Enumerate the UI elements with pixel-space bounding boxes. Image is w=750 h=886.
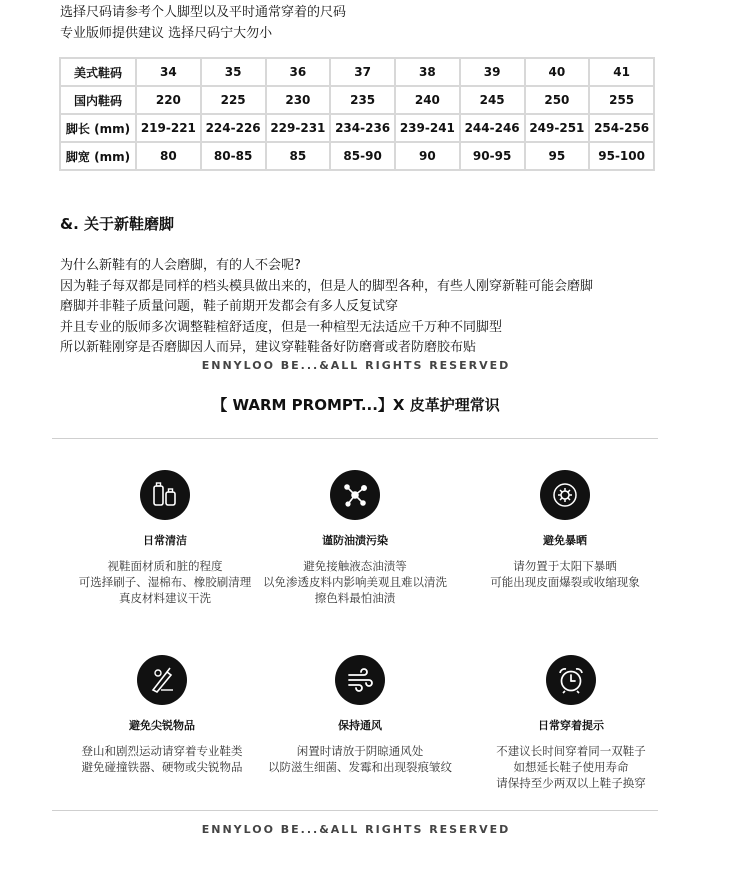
paragraph-line: 并且专业的版师多次调整鞋楦舒适度，但是一种楦型无法适应千万种不同脚型 — [60, 319, 503, 335]
table-cell: 245 — [460, 86, 525, 114]
care-desc-line: 可选择刷子、湿棉布、橡胶刷清理 — [78, 575, 252, 589]
care-desc-line: 避免碰撞铁器、硬物或尖锐物品 — [81, 760, 243, 774]
rights-reserved-text: ENNYLOO BE...&ALL RIGHTS RESERVED — [201, 823, 511, 836]
alarm-clock-icon — [546, 655, 596, 705]
table-cell: 235 — [330, 86, 395, 114]
care-item-wearing — [456, 655, 686, 791]
sun-icon — [540, 470, 590, 520]
table-cell: 90 — [395, 142, 460, 170]
table-cell: 38 — [395, 58, 460, 86]
care-description — [47, 743, 277, 775]
row-header: 国内鞋码 — [60, 86, 136, 114]
care-desc-line: 登山和剧烈运动请穿着专业鞋类 — [81, 744, 243, 758]
care-desc-line: 以免渗透皮料内影响美观且难以清洗 — [263, 575, 447, 589]
intro-line: 专业版师提供建议 选择尺码宁大勿小 — [60, 26, 273, 41]
paragraph-line: 磨脚并非鞋子质量问题，鞋子前期开发都会有多人反复试穿 — [60, 299, 399, 314]
care-item-ventilation — [245, 655, 475, 775]
care-desc-line: 视鞋面材质和脏的程度 — [107, 559, 223, 573]
paragraph-line: 因为鞋子每双都是同样的档头模具做出来的，但是人的脚型各种，有些人刚穿新鞋可能会磨脚 — [60, 278, 594, 294]
table-cell: 37 — [330, 58, 395, 86]
table-cell: 225 — [201, 86, 266, 114]
molecule-icon — [330, 470, 380, 520]
table-row — [60, 86, 654, 114]
divider — [52, 438, 658, 439]
table-row — [60, 58, 654, 86]
care-description — [245, 743, 475, 775]
care-title: 日常穿着提示 — [538, 719, 604, 732]
section-title: &. 关于新鞋磨脚 — [60, 215, 175, 233]
care-desc-line: 可能出现皮面爆裂或收缩现象 — [490, 575, 640, 589]
table-cell: 224-226 — [201, 114, 266, 142]
care-title: 避免尖锐物品 — [129, 719, 195, 732]
intro-line: 选择尺码请参考个人脚型以及平时通常穿着的尺码 — [60, 5, 347, 20]
care-desc-line: 不建议长时间穿着同一双鞋子 — [496, 744, 646, 758]
row-header: 美式鞋码 — [60, 58, 136, 86]
table-cell: 95-100 — [589, 142, 654, 170]
care-desc-line: 如想延长鞋子使用寿命 — [513, 760, 629, 774]
table-cell: 90-95 — [460, 142, 525, 170]
care-desc-line: 请保持至少两双以上鞋子换穿 — [496, 776, 646, 790]
table-cell: 85-90 — [330, 142, 395, 170]
table-row — [60, 142, 654, 170]
divider — [52, 810, 658, 811]
table-cell: 219-221 — [136, 114, 201, 142]
care-description — [450, 558, 680, 590]
size-table — [59, 57, 655, 171]
table-cell: 41 — [589, 58, 654, 86]
table-cell: 234-236 — [330, 114, 395, 142]
explanation-paragraph — [60, 256, 593, 359]
care-desc-line: 以防滋生细菌、发霉和出现裂痕皱纹 — [268, 760, 452, 774]
table-cell: 230 — [266, 86, 331, 114]
table-cell: 35 — [201, 58, 266, 86]
table-cell: 220 — [136, 86, 201, 114]
table-cell: 39 — [460, 58, 525, 86]
care-desc-line: 请勿置于太阳下暴晒 — [513, 559, 617, 573]
care-description — [240, 558, 470, 606]
table-cell: 80-85 — [201, 142, 266, 170]
care-item-sharp — [47, 655, 277, 775]
row-header: 脚宽 (mm) — [60, 142, 136, 170]
knife-icon — [137, 655, 187, 705]
table-cell: 229-231 — [266, 114, 331, 142]
care-item-oil — [240, 470, 470, 606]
table-cell: 85 — [266, 142, 331, 170]
table-cell: 40 — [525, 58, 590, 86]
care-title: 保持通风 — [338, 719, 382, 732]
care-desc-line: 真皮材料建议干洗 — [119, 591, 211, 605]
size-intro — [60, 2, 346, 44]
table-cell: 240 — [395, 86, 460, 114]
care-desc-line: 闲置时请放于阴晾通风处 — [296, 744, 424, 758]
table-cell: 255 — [589, 86, 654, 114]
table-cell: 254-256 — [589, 114, 654, 142]
paragraph-line: 为什么新鞋有的人会磨脚，有的人不会呢? — [60, 258, 301, 273]
table-row — [60, 114, 654, 142]
warm-prompt-heading: 【 WARM PROMPT...】X 皮革护理常识 — [212, 396, 500, 414]
care-title: 避免暴晒 — [543, 534, 587, 547]
table-cell: 239-241 — [395, 114, 460, 142]
table-cell: 249-251 — [525, 114, 590, 142]
table-cell: 36 — [266, 58, 331, 86]
wind-icon — [335, 655, 385, 705]
care-description — [456, 743, 686, 791]
table-cell: 34 — [136, 58, 201, 86]
rights-reserved-text: ENNYLOO BE...&ALL RIGHTS RESERVED — [201, 359, 511, 372]
care-title: 日常清洁 — [143, 534, 187, 547]
care-title: 谨防油渍污染 — [322, 534, 388, 547]
table-cell: 244-246 — [460, 114, 525, 142]
table-cell: 250 — [525, 86, 590, 114]
table-cell: 95 — [525, 142, 590, 170]
cleaning-bottles-icon — [140, 470, 190, 520]
row-header: 脚长 (mm) — [60, 114, 136, 142]
care-item-sun — [450, 470, 680, 590]
care-desc-line: 擦色料最怕油渍 — [314, 591, 396, 605]
paragraph-line: 所以新鞋刚穿是否磨脚因人而异，建议穿鞋鞋备好防磨膏或者防磨胶布贴 — [60, 340, 477, 355]
table-cell: 80 — [136, 142, 201, 170]
care-desc-line: 避免接触液态油渍等 — [303, 559, 407, 573]
